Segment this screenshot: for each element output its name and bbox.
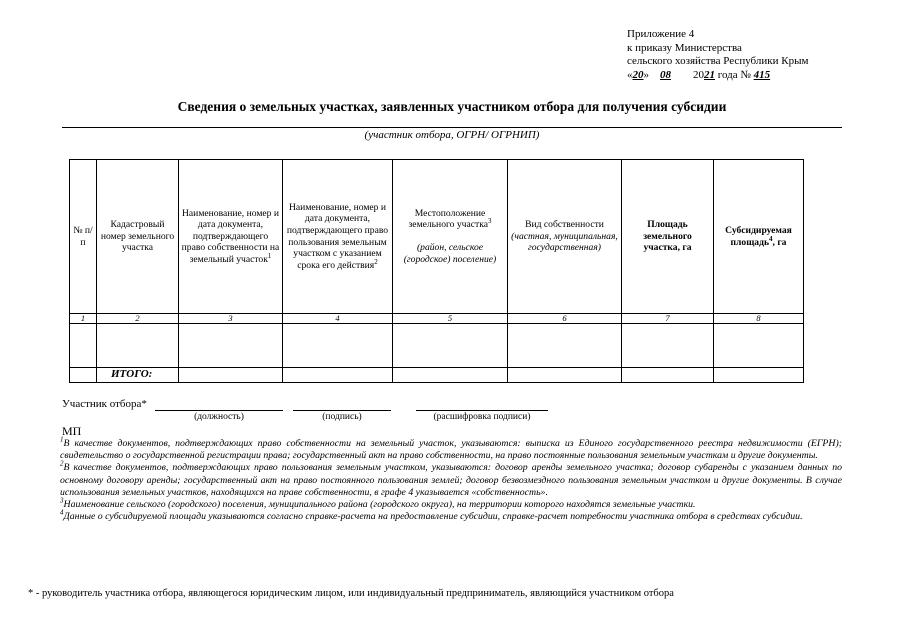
- signature-caption: (подпись): [322, 412, 362, 422]
- date-year-word: года №: [717, 68, 751, 81]
- appendix-line-2: к приказу Министерства: [627, 41, 742, 54]
- table-cell[interactable]: [508, 324, 622, 368]
- col-num: 6: [508, 314, 622, 324]
- header-ownership-doc: [179, 160, 283, 314]
- table-cell: [70, 368, 97, 383]
- column-numbers-row: [70, 314, 804, 324]
- date-close-quote: »: [643, 68, 649, 81]
- footnote-4-text: Данные о субсидируемой площади указываются согласно справке-расчета на предоставление субсидии, справке-расчет потребности участника отбора в средствах субсидии.: [63, 511, 803, 523]
- header-location-text: Местоположение земельного участка: [408, 207, 488, 231]
- col-num: 2: [97, 314, 179, 324]
- header-location: [393, 160, 508, 314]
- table-cell[interactable]: [97, 324, 179, 368]
- footnote-2-text: В качестве документов, подтверждающих право пользования земельным участком, указываются: договор аренды земельного участка; договор субаренды с указанием данных по основному договору аренды; государственный акт на право постоянного пользования землей; договор безвозмездного пользования земельным участком и другие документы. В случае использования земельных участков, находящихся на праве собственности, в графе 4 указывается «собственность».: [60, 462, 842, 498]
- table-cell[interactable]: [70, 324, 97, 368]
- footnote-3: [60, 496, 842, 511]
- position-line[interactable]: [155, 410, 283, 411]
- date-year-prefix: 20: [693, 68, 704, 81]
- table-cell[interactable]: [179, 324, 283, 368]
- participant-line: [62, 127, 842, 128]
- participant-caption: (участник отбора, ОГРН/ ОГРНИП): [364, 129, 540, 141]
- col-num: 3: [179, 314, 283, 324]
- table-cell[interactable]: [283, 368, 393, 383]
- header-location-sup: 3: [487, 216, 492, 225]
- footnote-3-text: Наименование сельского (городского) поселения, муниципального района (городского округа), на территории которого находятся земельные участки.: [63, 499, 696, 511]
- document-title: Сведения о земельных участках, заявленных участником отбора для получения субсидии: [177, 99, 727, 114]
- col-num: 7: [622, 314, 714, 324]
- appendix-line-1: Приложение 4: [627, 28, 695, 40]
- header-subsidized-area: [714, 160, 804, 314]
- col-num: 4: [283, 314, 393, 324]
- land-plots-table: [69, 159, 804, 383]
- col-num: 5: [393, 314, 508, 324]
- col-num: 1: [70, 314, 97, 324]
- header-ownership-doc-text: Наименование, номер и дата документа, подтверждающего право собственности на земельный участок: [181, 207, 280, 265]
- footnote-1-text: В качестве документов, подтверждающих право собственности на земельный участок, указываются: выписка из Единого государственного реестра недвижимости (ЕГРН); свидетельство о государственной регистрации права; государственный акт на право собственности, на право постоянные пользования земельным участкам и другие документы.: [60, 438, 842, 462]
- header-cadastral: Кадастровый номер земельного участка: [97, 160, 179, 314]
- table-cell[interactable]: [622, 368, 714, 383]
- header-area: Площадь земельного участка, га: [622, 160, 714, 314]
- header-usage-doc-sup: 2: [374, 257, 378, 266]
- header-usage-doc-text: Наименование, номер и дата документа, подтверждающего право пользования земельным участком с указанием срока его действия: [286, 201, 389, 271]
- date-day: 20: [632, 68, 644, 81]
- header-location-note: (район, сельское (городское) поселение): [403, 242, 497, 265]
- table-cell[interactable]: [714, 324, 804, 368]
- total-row: [70, 368, 804, 383]
- date-open-quote: «: [627, 68, 633, 81]
- header-ownership-doc-sup: 1: [267, 251, 272, 260]
- table-row: [70, 324, 804, 368]
- decoding-caption: (расшифровка подписи): [433, 412, 531, 422]
- footnote-2: [60, 462, 842, 499]
- header-ownership-type: [508, 160, 622, 314]
- footnote-3-sup: 3: [60, 496, 64, 505]
- appendix-header: [627, 28, 808, 82]
- signature-line[interactable]: [293, 410, 391, 411]
- total-label: ИТОГО:: [97, 368, 179, 383]
- table-cell[interactable]: [283, 324, 393, 368]
- table-header-row: [70, 160, 804, 314]
- stamp-place: МП: [62, 424, 82, 438]
- decoding-line[interactable]: [416, 410, 548, 411]
- order-number: 415: [753, 68, 771, 81]
- footnote-4: [60, 508, 842, 523]
- header-usage-doc: [283, 160, 393, 314]
- table-cell[interactable]: [622, 324, 714, 368]
- date-year-suffix: 21: [704, 68, 715, 81]
- footnote-2-sup: 2: [60, 460, 64, 469]
- table-cell[interactable]: [714, 368, 804, 383]
- signer-label: Участник отбора*: [62, 398, 147, 410]
- footnote-4-sup: 4: [60, 508, 64, 517]
- footnote-star: * - руководитель участника отбора, являющегося юридическим лицом, или индивидуальный предприниматель, являющийся участником отбора: [28, 588, 674, 599]
- footnote-1: [60, 435, 842, 462]
- header-subsidized-text: Субсидируемая площадь: [725, 224, 792, 248]
- footnotes: [60, 435, 842, 523]
- header-subsidized-unit: , га: [772, 236, 787, 248]
- table-cell[interactable]: [393, 368, 508, 383]
- table-cell[interactable]: [508, 368, 622, 383]
- header-subsidized-sup: 4: [769, 234, 773, 243]
- header-ownership-type-text: Вид собственности: [525, 219, 604, 231]
- appendix-line-3: сельского хозяйства Республики Крым: [627, 55, 809, 67]
- table-cell[interactable]: [179, 368, 283, 383]
- header-number: № п/п: [70, 160, 97, 314]
- footnote-1-sup: 1: [60, 435, 64, 444]
- position-caption: (должность): [194, 412, 244, 422]
- appendix-date-line: [627, 69, 808, 83]
- date-month: 08: [660, 68, 671, 81]
- col-num: 8: [714, 314, 804, 324]
- header-ownership-type-note: (частная, муниципальная, государственная): [511, 230, 618, 254]
- table-cell[interactable]: [393, 324, 508, 368]
